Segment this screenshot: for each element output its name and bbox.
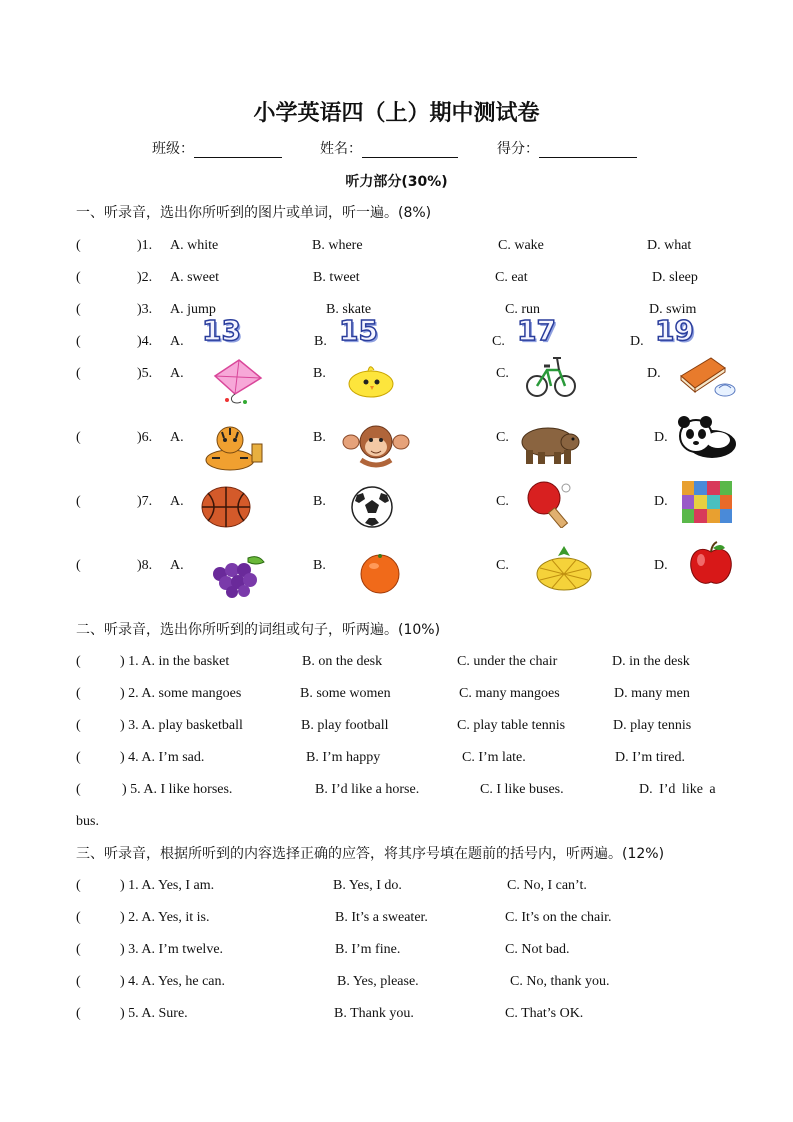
q4-option-b: B. — [314, 334, 327, 349]
grapes-icon — [208, 552, 268, 598]
page-title: 小学英语四（上）期中测试卷 — [253, 101, 540, 126]
q1-option-c: C. wake — [498, 238, 544, 253]
s2-q2-option-c: C. many mangoes — [459, 686, 560, 701]
number-13-image: 13 — [202, 314, 241, 347]
q1-option-d: D. what — [647, 238, 692, 253]
s2-q3-option-a: ) 3. A. play basketball — [120, 718, 243, 733]
s2-q1-option-c: C. under the chair — [457, 654, 558, 669]
s2-q4-option-a: ) 4. A. I’m sad. — [120, 750, 205, 765]
q8-number: )8. — [137, 558, 153, 573]
name-field — [320, 140, 458, 158]
q5-number: )5. — [137, 366, 153, 381]
s2-q5-option-c: C. I like buses. — [480, 782, 564, 797]
q5-option-a: A. — [170, 366, 184, 381]
q3-paren[interactable]: ( — [76, 302, 81, 317]
s3-q3-option-c: C. Not bad. — [505, 942, 570, 957]
q2-number: )2. — [137, 270, 153, 285]
q8-option-d: D. — [654, 558, 668, 573]
book-and-mouse-icon — [675, 352, 737, 400]
pineapple-icon — [534, 544, 594, 592]
q4-paren[interactable]: ( — [76, 334, 81, 349]
s2-q5-wrap: bus. — [76, 814, 99, 829]
s2-q4-option-c: C. I’m late. — [462, 750, 526, 765]
q3-option-c: C. run — [505, 302, 540, 317]
s3-q3-option-a: ) 3. A. I’m twelve. — [120, 942, 224, 957]
score-field — [497, 140, 637, 158]
s3-q1-option-c: C. No, I can’t. — [507, 878, 587, 893]
q1-option-b: B. where — [312, 238, 363, 253]
q7-paren[interactable]: ( — [76, 494, 81, 509]
s3-q1-option-b: B. Yes, I do. — [333, 878, 402, 893]
q3-option-b: B. skate — [326, 302, 372, 317]
basketball-icon — [200, 485, 252, 529]
q4-option-c: C. — [492, 334, 505, 349]
score-label: 得分： — [497, 141, 539, 157]
s3-q1-paren[interactable]: ( — [76, 878, 81, 893]
class-label: 班级： — [152, 141, 194, 157]
q5-option-b: B. — [313, 366, 326, 381]
s3-q5-option-a: ) 5. A. Sure. — [120, 1006, 188, 1021]
s2-q4-option-d: D. I’m tired. — [615, 750, 685, 765]
q2-option-a: A. sweet — [170, 270, 219, 285]
q4-option-a: A. — [170, 334, 184, 349]
panda-icon — [674, 414, 738, 462]
q3-option-d: D. swim — [649, 302, 697, 317]
s3-q4-option-c: C. No, thank you. — [510, 974, 610, 989]
section3-heading: 三、听录音，根据所听到的内容选择正确的应答，将其序号填在题前的括号内，听两遍。(12%) — [76, 846, 665, 862]
q2-paren[interactable]: ( — [76, 270, 81, 285]
s3-q5-paren[interactable]: ( — [76, 1006, 81, 1021]
tiger-icon — [196, 424, 266, 472]
q7-option-d: D. — [654, 494, 668, 509]
s2-q2-option-a: ) 2. A. some mangoes — [120, 686, 242, 701]
q2-option-d: D. sleep — [652, 270, 698, 285]
q8-option-b: B. — [313, 558, 326, 573]
q6-option-c: C. — [496, 430, 509, 445]
kite-icon — [205, 358, 265, 406]
monkey-icon — [339, 424, 413, 470]
s3-q4-option-b: B. Yes, please. — [337, 974, 419, 989]
s3-q5-option-b: B. Thank you. — [334, 1006, 414, 1021]
s2-q2-paren[interactable]: ( — [76, 686, 81, 701]
class-blank[interactable] — [194, 143, 282, 158]
s2-q5-option-a: ) 5. A. I like horses. — [122, 782, 233, 797]
q1-number: )1. — [137, 238, 153, 253]
number-17-image: 17 — [517, 314, 556, 347]
chick-icon — [344, 360, 398, 400]
s2-q2-option-b: B. some women — [300, 686, 391, 701]
q5-option-d: D. — [647, 366, 661, 381]
s3-q2-option-c: C. It’s on the chair. — [505, 910, 612, 925]
score-blank[interactable] — [539, 143, 637, 158]
s3-q3-option-b: B. I’m fine. — [335, 942, 401, 957]
q5-paren[interactable]: ( — [76, 366, 81, 381]
q5-option-c: C. — [496, 366, 509, 381]
q6-option-b: B. — [313, 430, 326, 445]
name-label: 姓名： — [320, 141, 362, 157]
s2-q3-option-c: C. play table tennis — [457, 718, 566, 733]
q7-option-b: B. — [313, 494, 326, 509]
s2-q5-paren[interactable]: ( — [76, 782, 81, 797]
q8-option-a: A. — [170, 558, 184, 573]
section2-heading: 二、听录音，选出你所听到的词组或句子，听两遍。(10%) — [76, 622, 441, 638]
section1-heading: 一、听录音，选出你所听到的图片或单词，听一遍。(8%) — [76, 205, 432, 221]
s2-q1-option-b: B. on the desk — [302, 654, 383, 669]
s3-q4-paren[interactable]: ( — [76, 974, 81, 989]
q2-option-c: C. eat — [495, 270, 528, 285]
s3-q1-option-a: ) 1. A. Yes, I am. — [120, 878, 215, 893]
s2-q4-paren[interactable]: ( — [76, 750, 81, 765]
q6-number: )6. — [137, 430, 153, 445]
s2-q1-paren[interactable]: ( — [76, 654, 81, 669]
s3-q2-option-a: ) 2. A. Yes, it is. — [120, 910, 210, 925]
class-field — [152, 140, 282, 158]
s2-q3-option-b: B. play football — [301, 718, 389, 733]
q7-number: )7. — [137, 494, 153, 509]
apple-icon — [687, 540, 735, 588]
q8-paren[interactable]: ( — [76, 558, 81, 573]
name-blank[interactable] — [362, 143, 458, 158]
s3-q5-option-c: C. That’s OK. — [505, 1006, 584, 1021]
number-15-image: 15 — [339, 314, 378, 347]
q3-number: )3. — [137, 302, 153, 317]
s2-q3-option-d: D. play tennis — [613, 718, 692, 733]
q1-option-a: A. white — [170, 238, 219, 253]
s2-q3-paren[interactable]: ( — [76, 718, 81, 733]
q4-number: )4. — [137, 334, 153, 349]
q7-option-c: C. — [496, 494, 509, 509]
number-19-image: 19 — [655, 314, 694, 347]
s2-q1-option-d: D. in the desk — [612, 654, 690, 669]
orange-icon — [356, 550, 404, 594]
q6-option-a: A. — [170, 430, 184, 445]
s2-q4-option-b: B. I’m happy — [306, 750, 381, 765]
jigsaw-puzzle-icon — [682, 481, 732, 523]
q3-option-a: A. jump — [170, 302, 216, 317]
s3-q2-paren[interactable]: ( — [76, 910, 81, 925]
listening-title: 听力部分(30%) — [345, 174, 448, 190]
bicycle-icon — [525, 352, 577, 400]
q6-paren[interactable]: ( — [76, 430, 81, 445]
q7-option-a: A. — [170, 494, 184, 509]
football-icon — [347, 485, 397, 529]
s2-q5-option-b: B. I’d like a horse. — [315, 782, 420, 797]
q8-option-c: C. — [496, 558, 509, 573]
q1-paren[interactable]: ( — [76, 238, 81, 253]
table-tennis-bat-icon — [524, 480, 580, 528]
q4-option-d: D. — [630, 334, 644, 349]
s3-q2-option-b: B. It’s a sweater. — [335, 910, 428, 925]
s2-q1-option-a: ) 1. A. in the basket — [120, 654, 230, 669]
s3-q3-paren[interactable]: ( — [76, 942, 81, 957]
s2-q2-option-d: D. many men — [614, 686, 690, 701]
q2-option-b: B. tweet — [313, 270, 360, 285]
s2-q5-option-d: D. I’d like a — [639, 782, 716, 797]
q6-option-d: D. — [654, 430, 668, 445]
bear-icon — [518, 420, 580, 466]
s3-q4-option-a: ) 4. A. Yes, he can. — [120, 974, 225, 989]
